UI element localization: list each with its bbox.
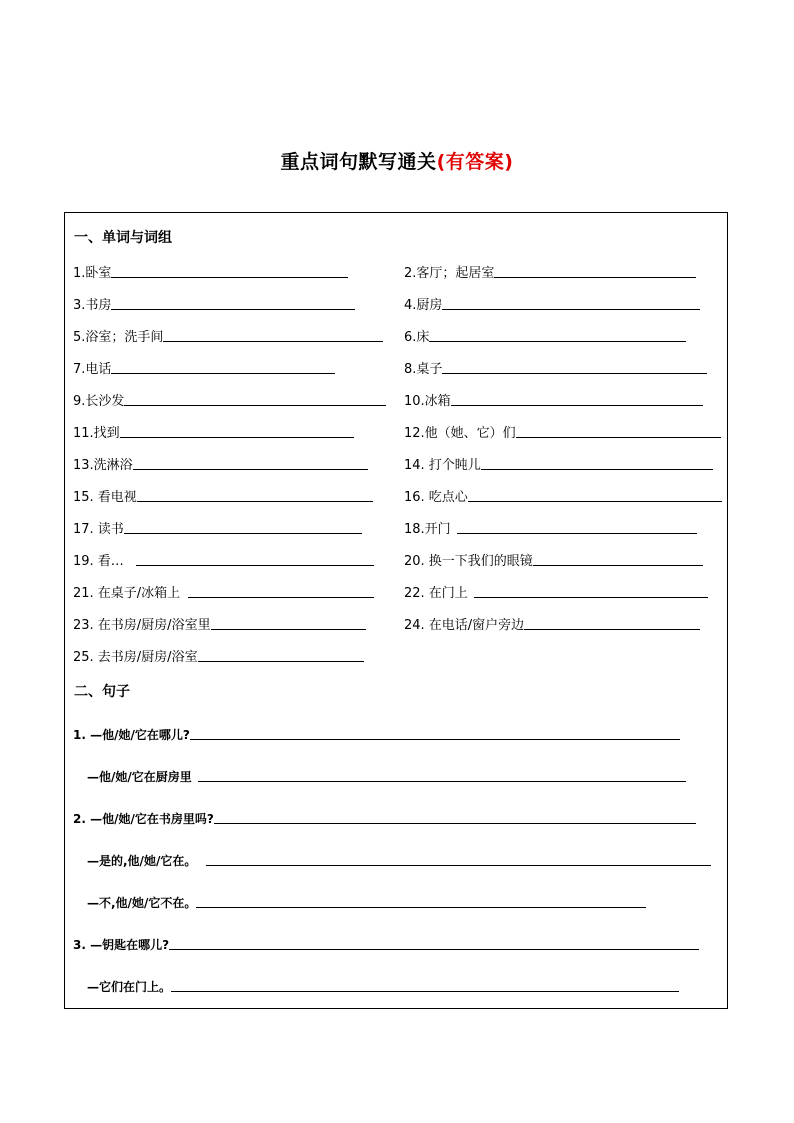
answer-blank[interactable] [137,501,373,502]
answer-blank[interactable] [468,501,722,502]
sentence-item: 2. —他/她/它在书房里吗? [73,807,696,827]
answer-blank[interactable] [474,597,708,598]
answer-blank[interactable] [533,565,703,566]
sentence-item: —是的,他/她/它在。 [87,849,711,869]
word-item: 5.浴室；洗手间 [73,325,383,345]
answer-blank[interactable] [190,739,680,740]
section-heading-sentences: 二、句子 [74,684,130,700]
word-item: 20. 换一下我们的眼镜 [404,549,703,569]
word-item: 23. 在书房/厨房/浴室里 [73,613,366,633]
word-item: 19. 看… [73,549,374,569]
sentence-item: —他/她/它在厨房里 [87,765,686,785]
section-heading-words: 一、单词与词组 [74,230,172,246]
answer-blank[interactable] [111,373,335,374]
word-item: 15. 看电视 [73,485,373,505]
answer-blank[interactable] [188,597,374,598]
answer-blank[interactable] [124,533,362,534]
title-answer-tag: (有答案) [436,151,514,173]
word-item: 13.洗淋浴 [73,453,368,473]
word-item: 6.床 [404,325,686,345]
answer-blank[interactable] [451,405,703,406]
word-item: 21. 在桌子/冰箱上 [73,581,374,601]
answer-blank[interactable] [442,373,707,374]
answer-blank[interactable] [211,629,366,630]
word-item: 22. 在门上 [404,581,708,601]
answer-blank[interactable] [111,309,355,310]
answer-blank[interactable] [120,437,354,438]
word-item: 10.冰箱 [404,389,703,409]
word-item: 12.他（她、它）们 [404,421,721,441]
word-item: 1.卧室 [73,261,348,281]
answer-blank[interactable] [494,277,696,278]
answer-blank[interactable] [171,991,679,992]
word-item: 14. 打个盹儿 [404,453,713,473]
answer-blank[interactable] [124,405,386,406]
answer-blank[interactable] [442,309,700,310]
answer-blank[interactable] [196,907,646,908]
answer-blank[interactable] [524,629,700,630]
word-item: 2.客厅；起居室 [404,261,696,281]
answer-blank[interactable] [429,341,686,342]
sentence-item: 1. —他/她/它在哪儿? [73,723,680,743]
sentence-item: —它们在门上。 [87,975,679,995]
word-item: 17. 读书 [73,517,362,537]
word-item: 7.电话 [73,357,335,377]
answer-blank[interactable] [111,277,348,278]
sentence-item: 3. —钥匙在哪儿? [73,933,699,953]
title-main: 重点词句默写通关 [280,151,437,173]
word-item: 25. 去书房/厨房/浴室 [73,645,364,665]
answer-blank[interactable] [136,565,374,566]
worksheet-box [64,212,728,1009]
page-title [0,147,794,174]
word-item: 9.长沙发 [73,389,386,409]
answer-blank[interactable] [214,823,696,824]
answer-blank[interactable] [457,533,697,534]
answer-blank[interactable] [481,469,713,470]
answer-blank[interactable] [198,661,364,662]
answer-blank[interactable] [206,865,711,866]
word-item: 3.书房 [73,293,355,313]
word-item: 18.开门 [404,517,697,537]
word-item: 11.找到 [73,421,354,441]
word-item: 24. 在电话/窗户旁边 [404,613,700,633]
answer-blank[interactable] [198,781,686,782]
sentence-item: —不,他/她/它不在。 [87,891,646,911]
answer-blank[interactable] [169,949,699,950]
answer-blank[interactable] [163,341,383,342]
answer-blank[interactable] [133,469,368,470]
word-item: 8.桌子 [404,357,707,377]
answer-blank[interactable] [516,437,721,438]
word-item: 16. 吃点心 [404,485,722,505]
word-item: 4.厨房 [404,293,700,313]
